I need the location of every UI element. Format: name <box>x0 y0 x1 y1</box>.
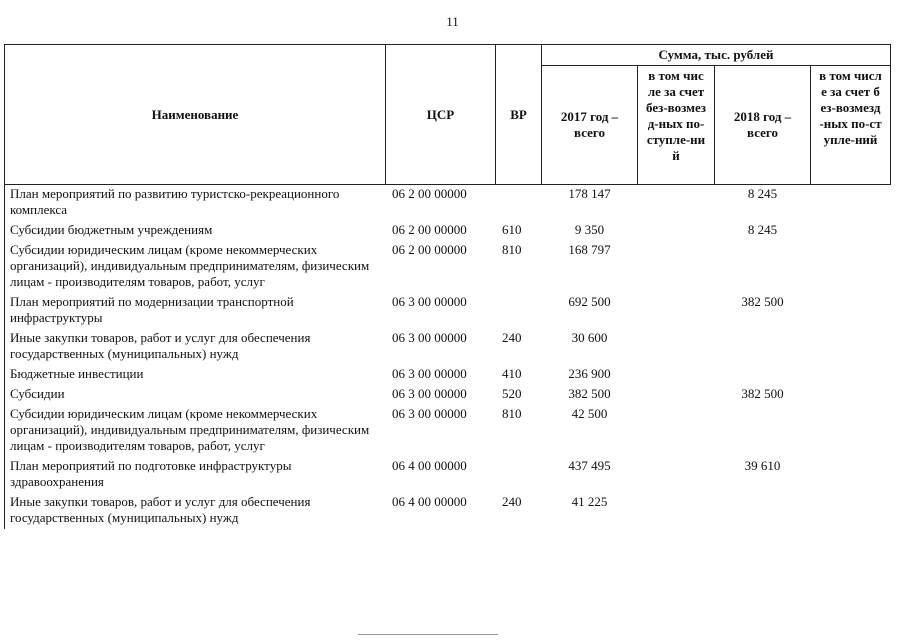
row-2018 <box>715 329 811 365</box>
row-2018-free <box>811 493 891 529</box>
header-2017-total: 2017 год – всего <box>542 66 638 185</box>
row-name: План мероприятий по модернизации транспортной инфраструктуры <box>5 293 386 329</box>
table-row <box>5 241 891 293</box>
table-row <box>5 221 891 241</box>
row-csr: 06 3 00 00000 <box>392 294 467 309</box>
row-2017: 437 495 <box>568 458 611 473</box>
row-csr: 06 3 00 00000 <box>392 366 467 381</box>
row-2017: 692 500 <box>568 294 611 309</box>
row-name: Субсидии юридическим лицам (кроме некоммерческих организаций), индивидуальным предпринимателям, физическим лицам - производителям товаров, работ, услуг <box>5 405 386 457</box>
row-vr <box>496 185 542 222</box>
table-row <box>5 185 891 222</box>
row-vr: 240 <box>502 494 522 509</box>
header-vr: ВР <box>496 45 542 185</box>
row-2018 <box>715 241 811 293</box>
table-body <box>5 185 891 530</box>
row-vr: 810 <box>502 406 522 421</box>
row-2017: 382 500 <box>568 386 611 401</box>
row-2018: 8 245 <box>747 222 778 237</box>
row-2017-free <box>638 329 715 365</box>
row-vr: 410 <box>502 366 522 381</box>
table-row <box>5 385 891 405</box>
row-2018-free <box>811 241 891 293</box>
row-2018-free <box>811 385 891 405</box>
row-2017-free <box>638 221 715 241</box>
table-row <box>5 365 891 385</box>
row-2017-free <box>638 241 715 293</box>
row-2017-free <box>638 185 715 222</box>
budget-table <box>4 44 891 529</box>
row-2018: 8 245 <box>747 186 778 201</box>
row-vr: 520 <box>502 386 522 401</box>
row-2017: 9 350 <box>574 222 605 237</box>
row-vr <box>496 457 542 493</box>
header-2017-gratuitous: в том числе за счет без-возмезд-ных по-ступле-ний <box>638 66 715 185</box>
header-name: Наименование <box>5 45 386 185</box>
row-csr: 06 3 00 00000 <box>392 386 467 401</box>
row-2017-free <box>638 457 715 493</box>
row-2017-free <box>638 385 715 405</box>
row-csr: 06 3 00 00000 <box>392 406 467 421</box>
row-name: План мероприятий по подготовке инфраструктуры здравоохранения <box>5 457 386 493</box>
row-2018-free <box>811 221 891 241</box>
header-2018-total: 2018 год – всего <box>715 66 811 185</box>
row-2018: 382 500 <box>741 294 784 309</box>
table-row <box>5 493 891 529</box>
row-2017-free <box>638 365 715 385</box>
page-number: 11 <box>446 14 459 29</box>
row-name: Субсидии юридическим лицам (кроме некоммерческих организаций), индивидуальным предпринимателям, физическим лицам - производителям товаров, работ, услуг <box>5 241 386 293</box>
row-name: Субсидии бюджетным учреждениям <box>5 221 386 241</box>
row-2017-free <box>638 405 715 457</box>
row-name: Субсидии <box>5 385 386 405</box>
row-2018 <box>715 405 811 457</box>
row-2018: 382 500 <box>741 386 784 401</box>
row-2017: 236 900 <box>568 366 611 381</box>
row-2018 <box>715 493 811 529</box>
row-2018-free <box>811 329 891 365</box>
footer-divider <box>358 634 498 635</box>
row-name: Иные закупки товаров, работ и услуг для обеспечения государственных (муниципальных) нужд <box>5 329 386 365</box>
table-row <box>5 457 891 493</box>
header-sum-group: Сумма, тыс. рублей <box>542 45 891 66</box>
table-row <box>5 329 891 365</box>
row-name: Бюджетные инвестиции <box>5 365 386 385</box>
row-csr: 06 2 00 00000 <box>392 242 467 257</box>
row-csr: 06 4 00 00000 <box>392 458 467 473</box>
header-csr: ЦСР <box>386 45 496 185</box>
row-vr: 610 <box>502 222 522 237</box>
row-name: Иные закупки товаров, работ и услуг для обеспечения государственных (муниципальных) нужд <box>5 493 386 529</box>
row-vr: 810 <box>502 242 522 257</box>
row-name: План мероприятий по развитию туристско-рекреационного комплекса <box>5 185 386 222</box>
row-csr: 06 2 00 00000 <box>392 186 467 201</box>
row-vr <box>496 293 542 329</box>
table-row <box>5 293 891 329</box>
row-2018-free <box>811 457 891 493</box>
row-2018 <box>715 365 811 385</box>
table-header <box>5 45 891 185</box>
row-vr: 240 <box>502 330 522 345</box>
header-2018-gratuitous: в том числе за счет без-возмезд-ных по-ступле-ний <box>811 66 891 185</box>
row-csr: 06 3 00 00000 <box>392 330 467 345</box>
row-2017: 168 797 <box>568 242 611 257</box>
row-2017: 41 225 <box>571 494 608 509</box>
row-2018-free <box>811 405 891 457</box>
row-2017-free <box>638 493 715 529</box>
row-2017: 178 147 <box>568 186 611 201</box>
row-2017: 30 600 <box>571 330 608 345</box>
row-2018: 39 610 <box>744 458 781 473</box>
row-csr: 06 4 00 00000 <box>392 494 467 509</box>
row-csr: 06 2 00 00000 <box>392 222 467 237</box>
row-2017-free <box>638 293 715 329</box>
row-2017: 42 500 <box>571 406 608 421</box>
row-2018-free <box>811 293 891 329</box>
row-2018-free <box>811 185 891 222</box>
row-2018-free <box>811 365 891 385</box>
table-row <box>5 405 891 457</box>
